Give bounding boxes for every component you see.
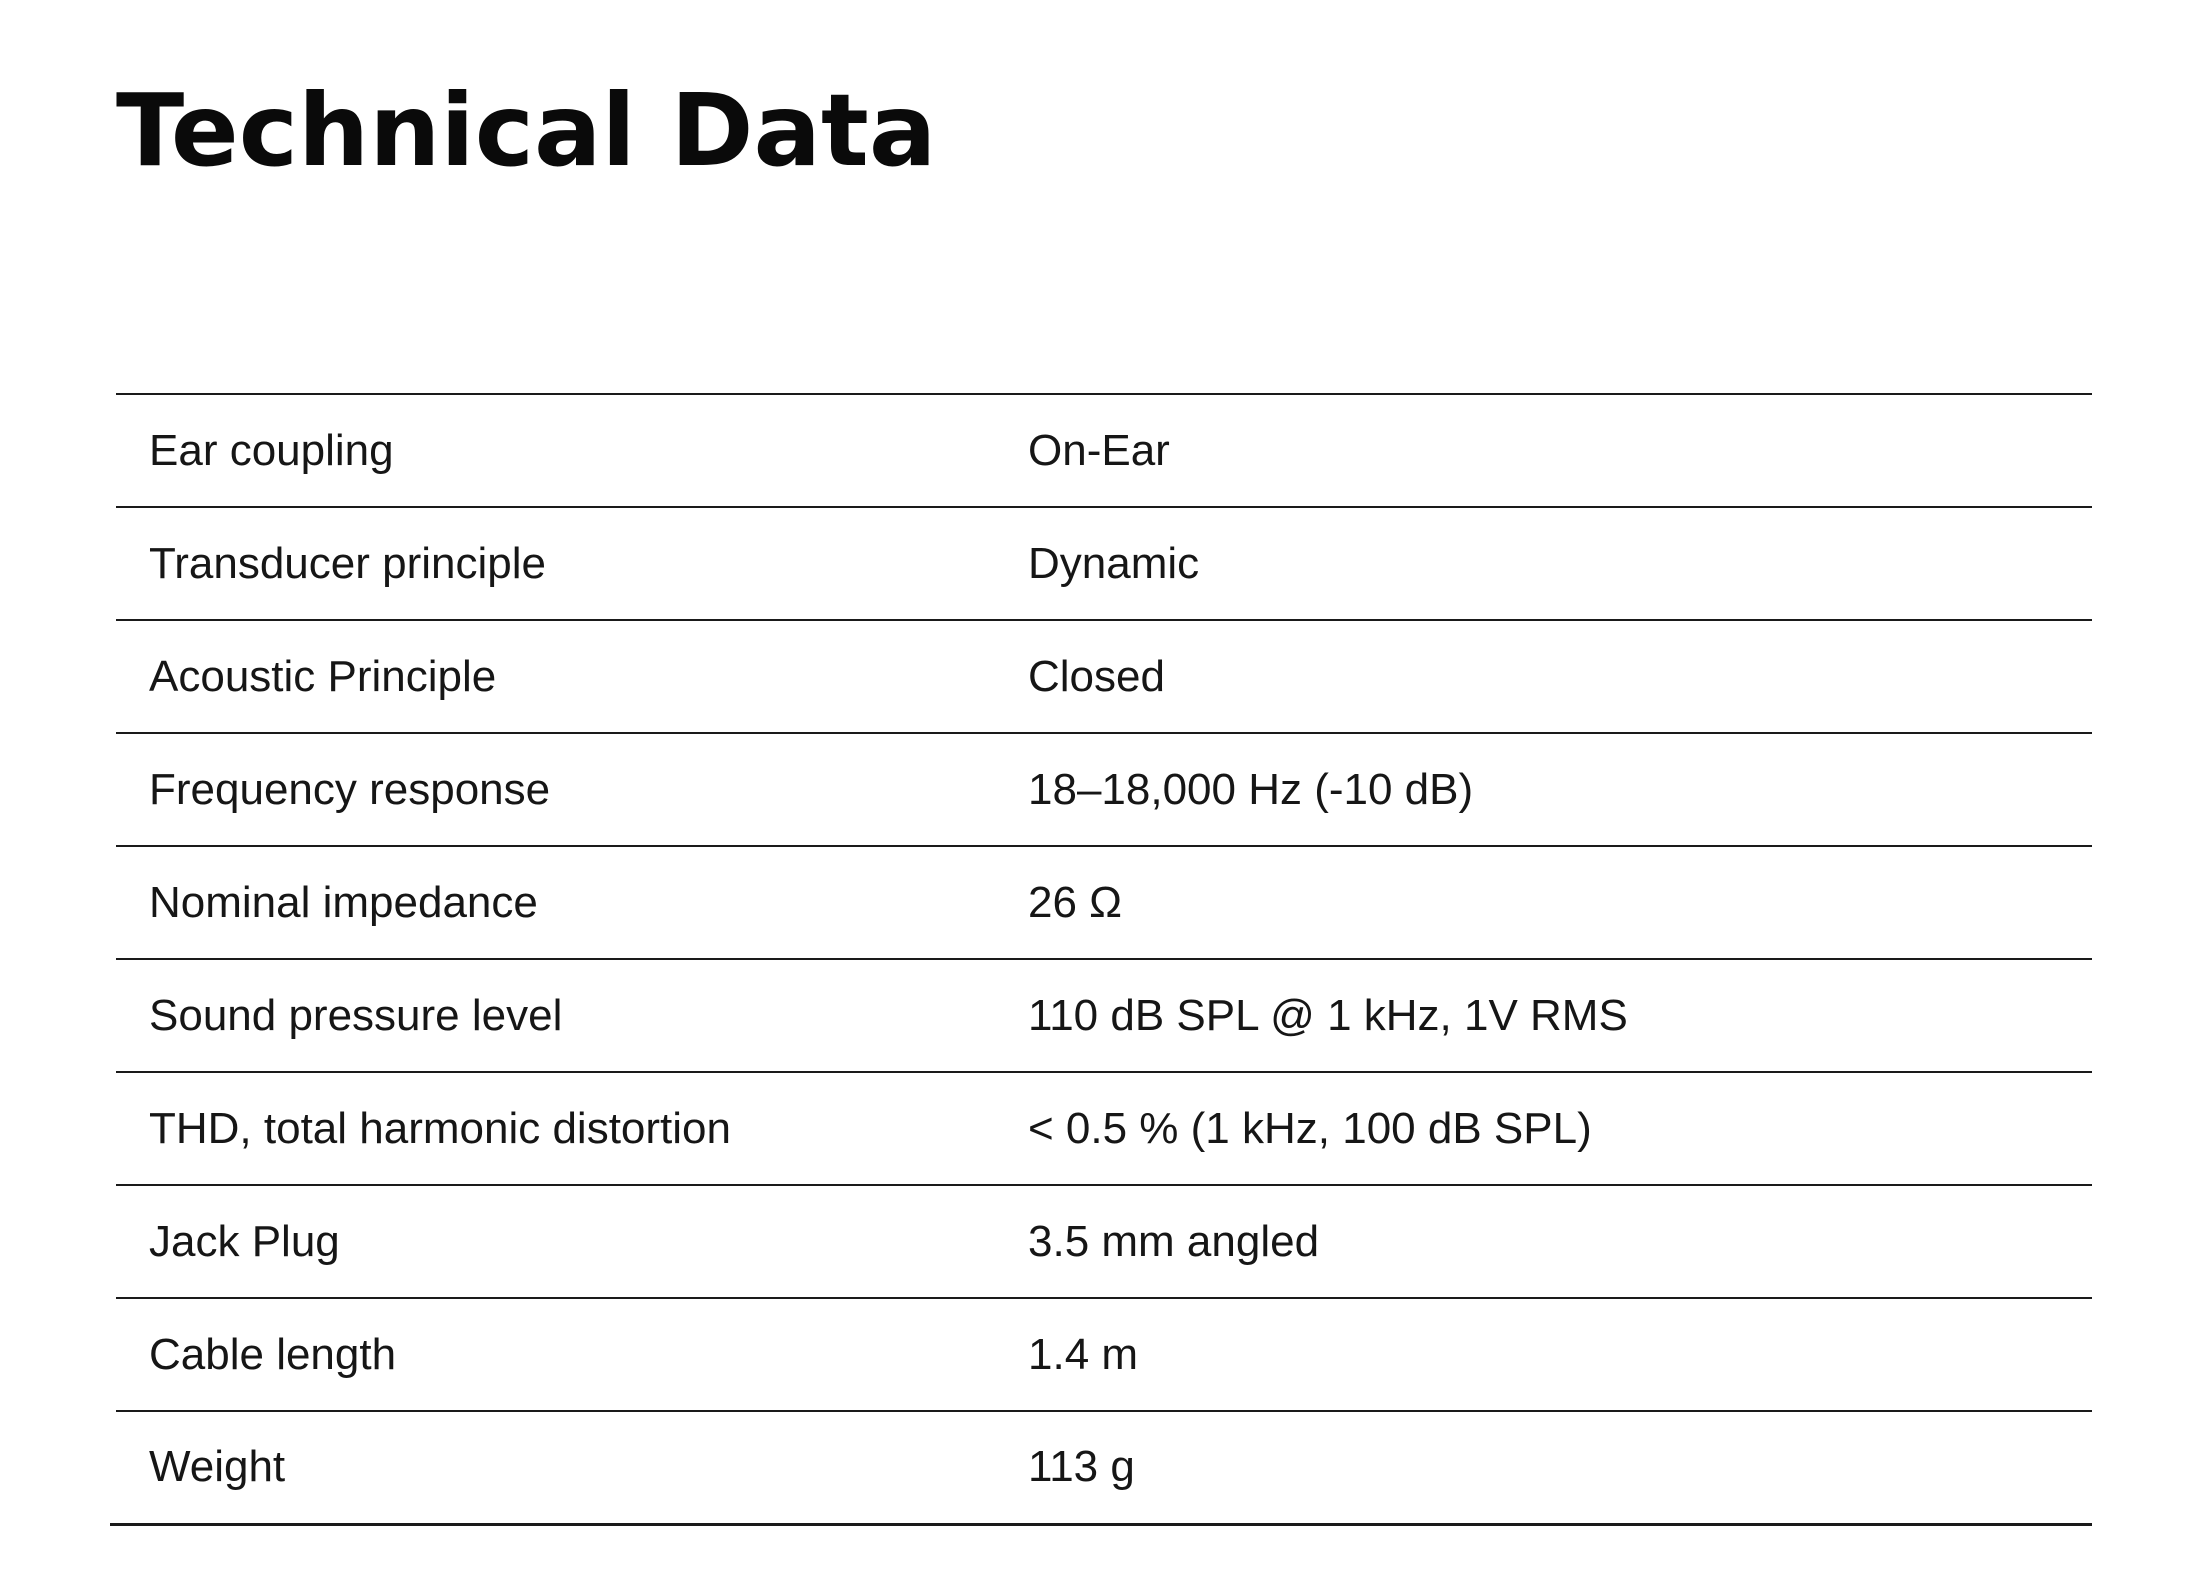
spec-value: Closed [1028,620,2092,733]
spec-label: Transducer principle [116,507,1028,620]
spec-row-thd [116,1072,2092,1185]
spec-row-ear-coupling [116,394,2092,507]
spec-label: Jack Plug [116,1185,1028,1298]
spec-value: < 0.5 % (1 kHz, 100 dB SPL) [1028,1072,2092,1185]
spec-label: Ear coupling [116,394,1028,507]
spec-label: Cable length [116,1298,1028,1411]
spec-value: 113 g [1028,1411,2092,1524]
spec-row-frequency-response [116,733,2092,846]
spec-value: 110 dB SPL @ 1 kHz, 1V RMS [1028,959,2092,1072]
spec-row-jack-plug [116,1185,2092,1298]
spec-value: Dynamic [1028,507,2092,620]
spec-label: Nominal impedance [116,846,1028,959]
spec-row-acoustic-principle [116,620,2092,733]
spec-row-weight [116,1411,2092,1524]
spec-value: 1.4 m [1028,1298,2092,1411]
technical-data-table [116,393,2092,1526]
spec-row-nominal-impedance [116,846,2092,959]
spec-value: 26 Ω [1028,846,2092,959]
table-bottom-rule-extension [110,1523,118,1526]
spec-label: Acoustic Principle [116,620,1028,733]
spec-value: 18–18,000 Hz (-10 dB) [1028,733,2092,846]
spec-row-sound-pressure-level [116,959,2092,1072]
spec-label: THD, total harmonic distortion [116,1072,1028,1185]
spec-row-cable-length [116,1298,2092,1411]
page-title: Technical Data [116,72,937,189]
spec-value: 3.5 mm angled [1028,1185,2092,1298]
spec-row-transducer-principle [116,507,2092,620]
spec-label: Sound pressure level [116,959,1028,1072]
spec-label: Weight [116,1411,1028,1524]
spec-value: On-Ear [1028,394,2092,507]
spec-label: Frequency response [116,733,1028,846]
